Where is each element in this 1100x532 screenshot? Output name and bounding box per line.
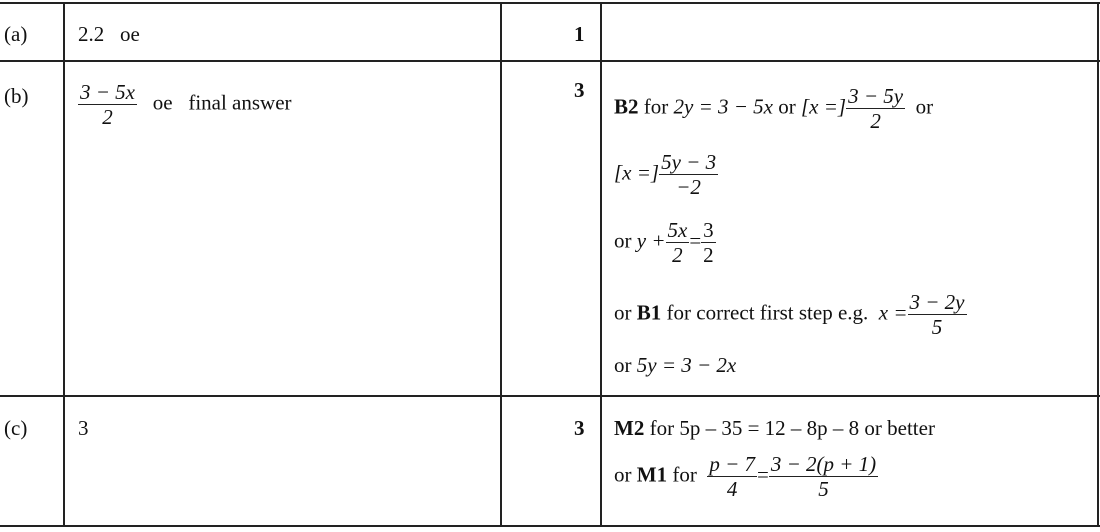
table-col-divider-2	[500, 2, 502, 527]
row-label-b: (b)	[4, 84, 29, 108]
guidance-b-line4-x: x =	[878, 300, 908, 325]
answer-a-value: 2.2	[78, 22, 105, 46]
guidance-b-b2: B2	[614, 94, 639, 119]
guidance-b-line5-eq: 5y = 3 − 2x	[636, 353, 737, 377]
guidance-b-fraction	[846, 84, 905, 133]
guidance-c-frac2	[769, 452, 878, 501]
answer-a-note: oe	[120, 22, 140, 46]
row-label-a: (a)	[4, 22, 28, 46]
row-label-c: (c)	[4, 416, 28, 440]
guidance-b-line3-or: or	[614, 228, 632, 253]
guidance-c-eq: =	[757, 462, 769, 487]
guidance-c-frac1	[707, 452, 757, 501]
guidance-b-line2	[614, 150, 718, 199]
mark-b: 3	[574, 78, 585, 102]
guidance-b-line5	[614, 355, 736, 376]
guidance-b-or2: or	[915, 94, 934, 119]
guidance-c-line1-text: for 5p – 35 = 12 – 8p – 8 or better	[649, 416, 935, 440]
table-border-bottom	[0, 525, 1100, 527]
guidance-b-line4-or: or	[614, 300, 632, 325]
guidance-c-line1	[614, 418, 935, 439]
guidance-c-den2: 5	[818, 477, 829, 502]
answer-b-numerator: 3 − 5x	[80, 80, 135, 104]
guidance-b-line2-den: −2	[676, 175, 701, 200]
guidance-b-line4-num: 3 − 2y	[909, 290, 965, 314]
guidance-b-frac-num: 3 − 5y	[848, 84, 904, 108]
table-border-top	[0, 2, 1100, 4]
guidance-b-line2-bracket: [x =]	[614, 160, 660, 185]
answer-b-fraction	[78, 80, 137, 129]
guidance-b-line4-fraction	[908, 290, 967, 339]
table-col-divider-3	[600, 2, 602, 527]
guidance-b-line3-frac1	[666, 218, 690, 267]
guidance-b-line3	[614, 218, 716, 267]
answer-b-note: oe	[152, 90, 173, 115]
guidance-c-m2: M2	[614, 416, 645, 440]
guidance-b-b1: B1	[636, 300, 662, 325]
guidance-b-line3-frac2	[701, 218, 716, 267]
guidance-b-for: for	[643, 94, 669, 119]
guidance-c-num1: p − 7	[709, 452, 755, 476]
guidance-b-line3-den2: 2	[703, 243, 714, 268]
table-col-divider-1	[63, 2, 65, 527]
guidance-c-line2-or: or	[614, 462, 632, 487]
answer-b-denominator: 2	[102, 105, 113, 130]
guidance-b-line4-den: 5	[931, 315, 943, 340]
mark-c: 3	[574, 416, 585, 440]
guidance-b-line1	[614, 84, 933, 133]
table-divider-row-a	[0, 60, 1100, 62]
mark-a: 1	[574, 22, 585, 46]
guidance-b-line5-or: or	[614, 353, 632, 377]
guidance-b-bracket: [x =]	[801, 94, 847, 119]
guidance-c-den1: 4	[726, 477, 738, 502]
guidance-b-frac-den: 2	[870, 109, 881, 134]
guidance-c-num2: 3 − 2(p + 1)	[770, 452, 877, 476]
guidance-b-eq: 2y = 3 − 5x	[673, 94, 773, 119]
table-divider-row-b	[0, 395, 1100, 397]
guidance-b-line3-num2: 3	[703, 218, 714, 242]
answer-a	[78, 24, 140, 45]
answer-b-note2: final answer	[188, 90, 292, 115]
guidance-b-line4	[614, 290, 967, 339]
guidance-c-m1: M1	[636, 462, 668, 487]
guidance-b-line3-eq: =	[689, 228, 702, 253]
guidance-b-line2-fraction	[659, 150, 718, 199]
guidance-b-line3-den1: 2	[672, 243, 683, 268]
table-border-right	[1097, 2, 1099, 527]
guidance-b-line3-y: y +	[636, 228, 666, 253]
answer-c: 3	[78, 416, 89, 440]
guidance-b-line4-text: for correct first step e.g.	[666, 300, 869, 325]
guidance-b-line3-num1: 5x	[667, 218, 688, 242]
answer-b	[78, 80, 292, 129]
guidance-b-or: or	[778, 94, 796, 119]
guidance-c-line2-for: for	[672, 462, 697, 487]
guidance-c-line2	[614, 452, 878, 501]
guidance-b-line2-num: 5y − 3	[661, 150, 717, 174]
